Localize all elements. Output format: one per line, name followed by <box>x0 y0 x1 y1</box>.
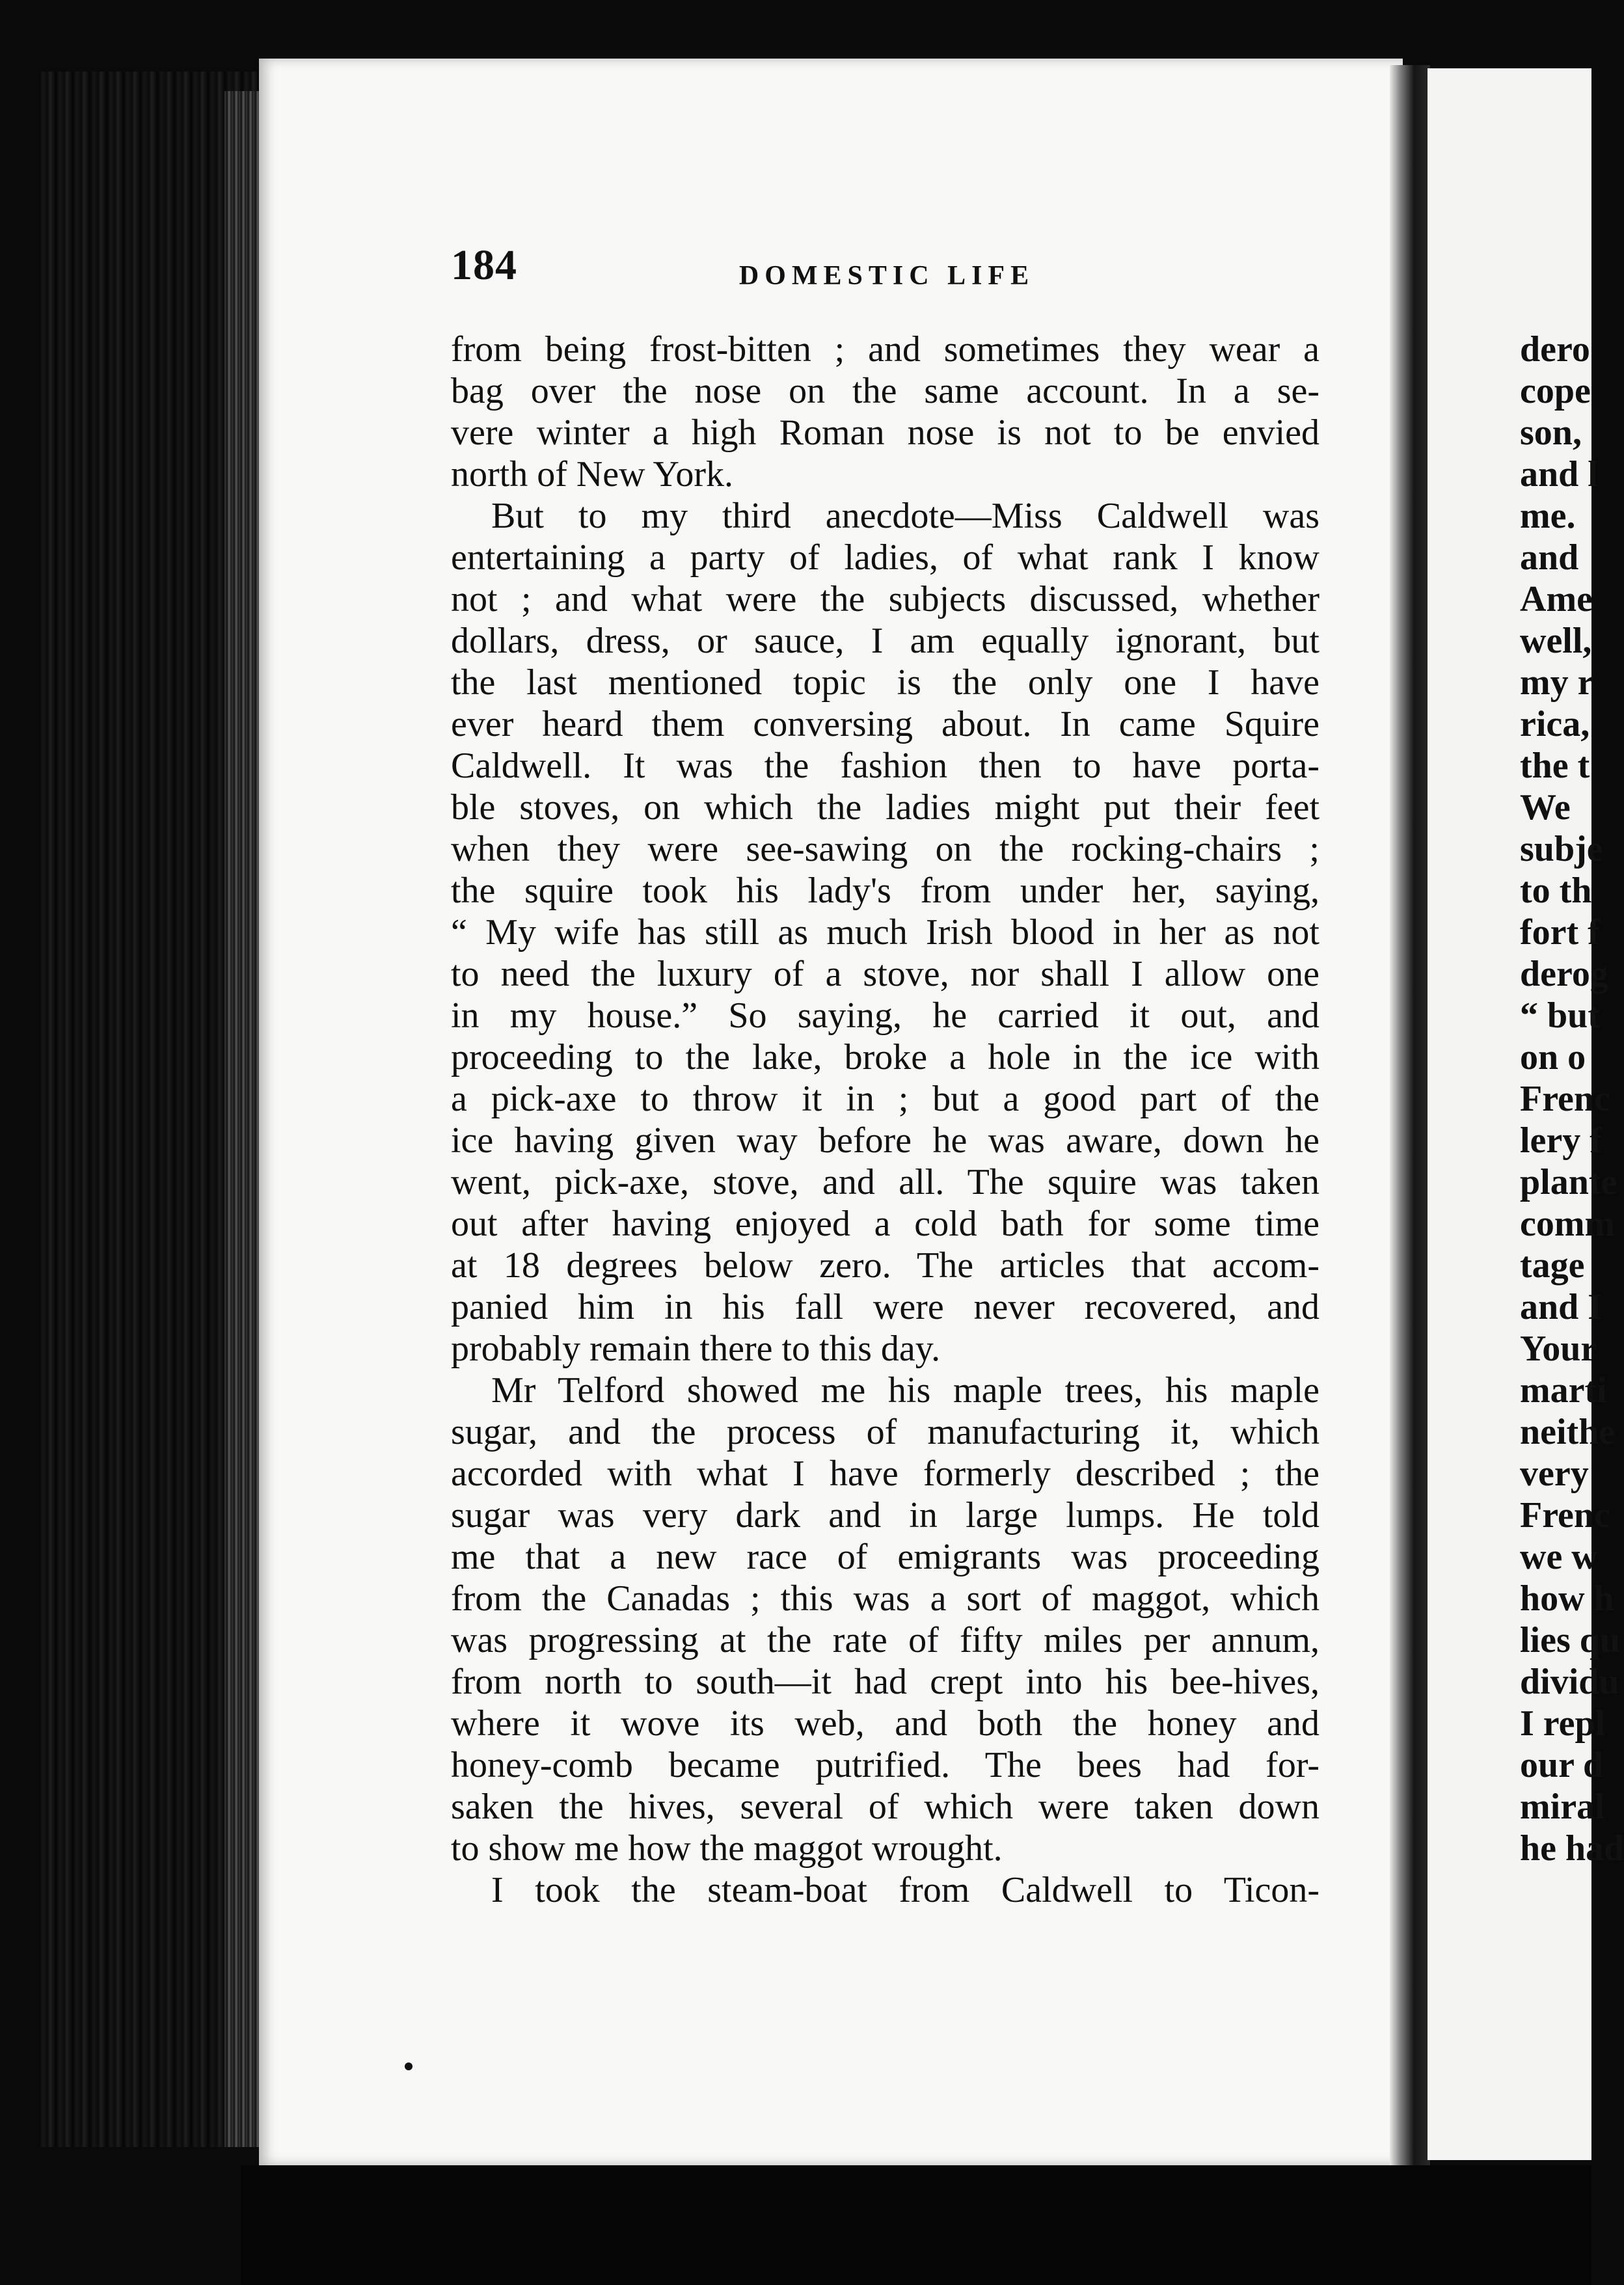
text-line: ever heard them conversing about. In came Squire <box>451 704 1320 744</box>
facing-text-fragment: our d <box>1520 1745 1604 1785</box>
text-line: from the Canadas ; this was a sort of maggot, which <box>451 1578 1320 1619</box>
facing-text-fragment: I repl <box>1520 1703 1606 1744</box>
text-line: from being frost-bitten ; and sometimes they wear a <box>451 329 1320 370</box>
facing-text-fragment: Your <box>1520 1329 1597 1369</box>
facing-text-fragment: derog <box>1520 954 1608 994</box>
facing-text-fragment: he had <box>1520 1828 1624 1869</box>
text-line: north of New York. <box>451 454 733 494</box>
facing-text-fragment: plante <box>1520 1162 1617 1202</box>
text-line: the last mentioned topic is the only one I have <box>451 662 1320 703</box>
text-line: from north to south—it had crept into his bee-hives, <box>451 1662 1320 1702</box>
facing-page-text <box>1520 329 1624 1869</box>
text-line: saken the hives, several of which were taken down <box>451 1787 1320 1827</box>
text-line: dollars, dress, or sauce, I am equally ignorant, but <box>451 621 1320 661</box>
text-line: went, pick-axe, stove, and all. The squire was taken <box>451 1162 1320 1202</box>
text-line: was progressing at the rate of fifty miles per annum, <box>451 1620 1320 1660</box>
text-line: accorded with what I have formerly described ; the <box>451 1453 1320 1494</box>
text-line: But to my third anecdote—Miss Caldwell was <box>491 496 1320 536</box>
text-line: not ; and what were the subjects discussed, whether <box>451 579 1320 619</box>
facing-text-fragment: to th <box>1520 871 1592 911</box>
facing-text-fragment: subje <box>1520 829 1603 869</box>
text-line: panied him in his fall were never recovered, and <box>451 1287 1320 1327</box>
text-line: sugar, and the process of manufacturing it, which <box>451 1412 1320 1452</box>
page-number: 184 <box>451 241 517 289</box>
text-line: at 18 degrees below zero. The articles that accom- <box>451 1245 1320 1286</box>
text-line: in my house.” So saying, he carried it out, and <box>451 995 1320 1036</box>
text-line: “ My wife has still as much Irish blood in her as not <box>451 912 1320 953</box>
text-line: probably remain there to this day. <box>451 1329 941 1369</box>
facing-text-fragment: comm <box>1520 1204 1616 1244</box>
text-line: vere winter a high Roman nose is not to be envied <box>451 412 1320 453</box>
page-body-text <box>451 329 1320 1911</box>
text-line: me that a new race of emigrants was proceeding <box>451 1537 1320 1577</box>
facing-text-fragment: and l <box>1520 454 1598 494</box>
text-line: entertaining a party of ladies, of what rank I know <box>451 537 1320 578</box>
facing-text-fragment: on o <box>1520 1037 1586 1077</box>
text-line: ble stoves, on which the ladies might put their feet <box>451 787 1320 828</box>
text-line: to need the luxury of a stove, nor shall I allow one <box>451 954 1320 994</box>
text-line: ice having given way before he was aware, down he <box>451 1120 1320 1161</box>
facing-text-fragment: dividu <box>1520 1662 1619 1702</box>
facing-text-fragment: marti <box>1520 1370 1607 1411</box>
facing-text-fragment: very <box>1520 1453 1589 1494</box>
page-edges <box>224 91 264 2147</box>
facing-text-fragment: we w <box>1520 1537 1598 1577</box>
ink-speck <box>405 2062 413 2070</box>
facing-text-fragment: Frenc <box>1520 1495 1610 1535</box>
facing-text-fragment: tage <box>1520 1245 1585 1286</box>
facing-text-fragment: and <box>1520 537 1579 578</box>
facing-text-fragment: rica, <box>1520 704 1590 744</box>
running-head: DOMESTIC LIFE <box>738 261 1035 291</box>
text-line: where it wove its web, and both the honey and <box>451 1703 1320 1744</box>
text-line: proceeding to the lake, broke a hole in the ice with <box>451 1037 1320 1077</box>
facing-text-fragment: son, <box>1520 412 1582 453</box>
facing-text-fragment: Ame <box>1520 579 1593 619</box>
facing-text-fragment: We <box>1520 787 1571 828</box>
facing-text-fragment: fort f <box>1520 912 1600 953</box>
facing-text-fragment: “ but <box>1520 995 1600 1036</box>
facing-text-fragment: and I <box>1520 1287 1603 1327</box>
text-line: out after having enjoyed a cold bath for some time <box>451 1204 1320 1244</box>
text-line: the squire took his lady's from under her, saying, <box>451 871 1320 911</box>
facing-text-fragment: my r <box>1520 662 1594 703</box>
text-line: when they were see-sawing on the rocking-chairs ; <box>451 829 1320 869</box>
facing-text-fragment: how h <box>1520 1578 1614 1619</box>
text-line: a pick-axe to throw it in ; but a good part of the <box>451 1079 1320 1119</box>
facing-text-fragment: dero <box>1520 329 1590 370</box>
facing-text-fragment: cope <box>1520 371 1591 411</box>
text-line: to show me how the maggot wrought. <box>451 1828 1003 1869</box>
facing-text-fragment: neithe <box>1520 1412 1616 1452</box>
facing-text-fragment: miral <box>1520 1787 1605 1827</box>
facing-text-fragment: the t <box>1520 746 1590 786</box>
facing-text-fragment: well, <box>1520 621 1592 661</box>
text-line: Mr Telford showed me his maple trees, his maple <box>491 1370 1320 1411</box>
book-gutter <box>1390 65 1430 2165</box>
bottom-shadow <box>241 2165 1591 2285</box>
facing-text-fragment: lery f <box>1520 1120 1602 1161</box>
facing-text-fragment: Frenc <box>1520 1079 1610 1119</box>
text-line: sugar was very dark and in large lumps. He told <box>451 1495 1320 1535</box>
text-line: Caldwell. It was the fashion then to have porta- <box>451 746 1320 786</box>
page-header <box>451 241 1323 312</box>
text-line: bag over the nose on the same account. In a se- <box>451 371 1320 411</box>
text-line: I took the steam-boat from Caldwell to Ticon- <box>491 1870 1320 1910</box>
facing-text-fragment: lies qu <box>1520 1620 1621 1660</box>
facing-text-fragment: me. <box>1520 496 1576 536</box>
text-line: honey-comb became putrified. The bees had for- <box>451 1745 1320 1785</box>
